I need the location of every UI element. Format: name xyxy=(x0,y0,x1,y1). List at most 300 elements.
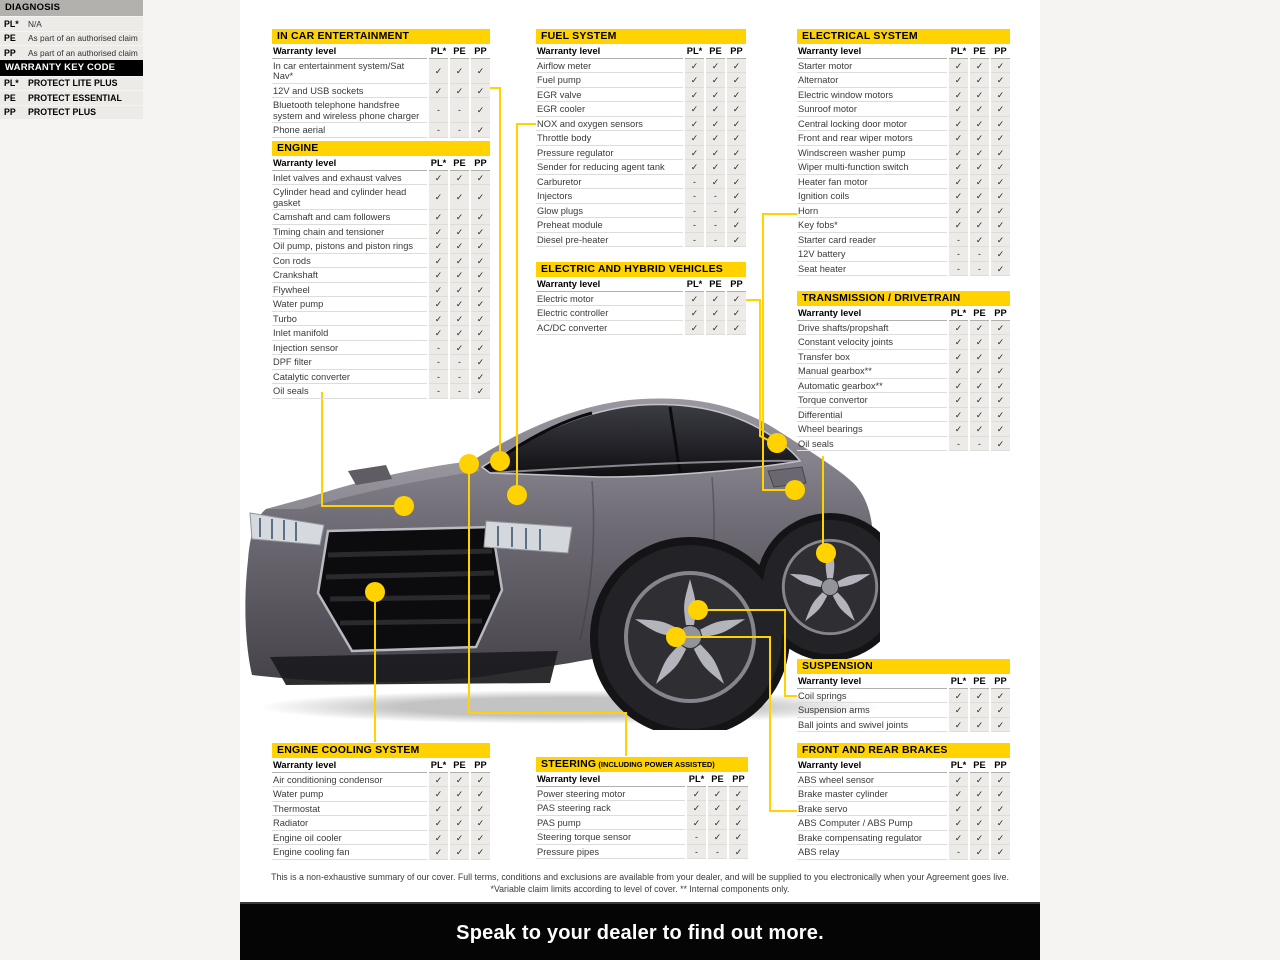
check-mark: ✓ xyxy=(948,87,969,102)
component-label: Cylinder head and cylinder head gasket xyxy=(272,185,428,210)
component-label: ABS wheel sensor xyxy=(797,772,948,787)
warranty-header-row xyxy=(797,44,1010,58)
table-row xyxy=(797,58,1010,73)
table-row xyxy=(797,145,1010,160)
table-row xyxy=(536,218,746,233)
check-mark: ✓ xyxy=(470,326,490,341)
check-mark: ✓ xyxy=(705,174,726,189)
check-mark: ✓ xyxy=(705,145,726,160)
component-label: Glow plugs xyxy=(536,203,684,218)
level-header: PL* xyxy=(686,772,707,786)
check-mark: ✓ xyxy=(428,224,449,239)
level-header: PE xyxy=(705,277,726,291)
check-mark: ✓ xyxy=(948,174,969,189)
level-header: PE xyxy=(969,674,990,688)
check-mark: ✓ xyxy=(990,801,1010,816)
check-mark: ✓ xyxy=(470,816,490,831)
table-row xyxy=(272,369,490,384)
check-mark: ✓ xyxy=(969,830,990,845)
component-label: Brake compensating regulator xyxy=(797,830,948,845)
table-row xyxy=(797,349,1010,364)
check-mark: ✓ xyxy=(948,703,969,718)
check-mark: ✓ xyxy=(684,87,705,102)
check-mark: ✓ xyxy=(428,311,449,326)
check-mark: ✓ xyxy=(990,772,1010,787)
level-header: PP xyxy=(726,44,746,58)
check-mark: ✓ xyxy=(705,291,726,306)
check-mark: ✓ xyxy=(707,786,728,801)
warranty-table xyxy=(536,277,746,335)
dash-mark: - xyxy=(948,845,969,860)
dash-mark: - xyxy=(428,340,449,355)
section-title-text: ENGINE xyxy=(277,142,319,154)
kv-key: PE xyxy=(4,33,16,44)
table-row xyxy=(536,203,746,218)
check-mark: ✓ xyxy=(707,815,728,830)
component-label: Sender for reducing agent tank xyxy=(536,160,684,175)
check-mark: ✓ xyxy=(470,340,490,355)
check-mark: ✓ xyxy=(428,830,449,845)
component-label: Seat heater xyxy=(797,261,948,276)
check-mark: ✓ xyxy=(707,830,728,845)
component-label: Diesel pre-heater xyxy=(536,232,684,247)
table-row xyxy=(272,282,490,297)
table-row xyxy=(272,355,490,370)
component-label: Drive shafts/propshaft xyxy=(797,320,948,335)
warranty-header-row xyxy=(536,44,746,58)
table-row xyxy=(272,311,490,326)
check-mark: ✓ xyxy=(990,218,1010,233)
check-mark: ✓ xyxy=(428,801,449,816)
component-label: Injection sensor xyxy=(272,340,428,355)
check-mark: ✓ xyxy=(948,349,969,364)
check-mark: ✓ xyxy=(449,83,470,98)
table-row xyxy=(272,123,490,138)
check-mark: ✓ xyxy=(969,717,990,732)
component-label: Oil pump, pistons and piston rings xyxy=(272,239,428,254)
table-fuel-system xyxy=(536,29,746,247)
kv-key: PL* xyxy=(4,78,19,89)
check-mark: ✓ xyxy=(990,830,1010,845)
section-title-text: ENGINE COOLING SYSTEM xyxy=(277,744,420,756)
level-header: PE xyxy=(705,44,726,58)
warranty-header-row xyxy=(272,156,490,170)
check-mark: ✓ xyxy=(948,830,969,845)
check-mark: ✓ xyxy=(428,210,449,225)
component-label: Electric window motors xyxy=(797,87,948,102)
check-mark: ✓ xyxy=(948,335,969,350)
component-label: Ball joints and swivel joints xyxy=(797,717,948,732)
dash-mark: - xyxy=(686,830,707,845)
table-row xyxy=(272,98,490,123)
check-mark: ✓ xyxy=(449,816,470,831)
check-mark: ✓ xyxy=(990,407,1010,422)
diagnosis-box xyxy=(0,0,143,60)
check-mark: ✓ xyxy=(969,772,990,787)
check-mark: ✓ xyxy=(705,320,726,335)
check-mark: ✓ xyxy=(470,369,490,384)
check-mark: ✓ xyxy=(470,210,490,225)
component-label: Sunroof motor xyxy=(797,102,948,117)
check-mark: ✓ xyxy=(948,364,969,379)
check-mark: ✓ xyxy=(686,786,707,801)
check-mark: ✓ xyxy=(990,189,1010,204)
check-mark: ✓ xyxy=(449,845,470,860)
check-mark: ✓ xyxy=(969,378,990,393)
table-row xyxy=(797,335,1010,350)
warranty-level-label: Warranty level xyxy=(797,674,948,688)
check-mark: ✓ xyxy=(726,58,746,73)
check-mark: ✓ xyxy=(948,102,969,117)
check-mark: ✓ xyxy=(990,232,1010,247)
car-illustration xyxy=(240,385,880,730)
component-label: 12V and USB sockets xyxy=(272,83,428,98)
table-row xyxy=(797,174,1010,189)
check-mark: ✓ xyxy=(948,422,969,437)
component-label: Engine cooling fan xyxy=(272,845,428,860)
check-mark: ✓ xyxy=(449,326,470,341)
table-row xyxy=(272,801,490,816)
check-mark: ✓ xyxy=(990,378,1010,393)
table-row xyxy=(536,102,746,117)
kv-title: DIAGNOSIS xyxy=(0,0,143,16)
dash-mark: - xyxy=(684,218,705,233)
check-mark: ✓ xyxy=(428,58,449,83)
table-row xyxy=(797,436,1010,451)
kv-value: As part of an authorised claim xyxy=(28,33,138,44)
footnote-line1: This is a non-exhaustive summary of our cover. Full terms, conditions and exclusions are available from your dealer, and will be supplied to you electronically when your Agreement goes live. xyxy=(271,872,1009,882)
section-title-text: STEERING xyxy=(541,758,597,770)
table-row xyxy=(536,320,746,335)
component-label: Oil seals xyxy=(272,384,428,399)
dash-mark: - xyxy=(428,384,449,399)
section-title xyxy=(272,141,490,156)
section-title xyxy=(797,743,1010,758)
check-mark: ✓ xyxy=(428,816,449,831)
check-mark: ✓ xyxy=(470,239,490,254)
component-label: In car entertainment system/Sat Nav* xyxy=(272,58,428,83)
component-label: Pressure regulator xyxy=(536,145,684,160)
dash-mark: - xyxy=(948,247,969,262)
level-header: PP xyxy=(728,772,748,786)
component-label: Flywheel xyxy=(272,282,428,297)
level-header: PL* xyxy=(428,44,449,58)
warranty-table xyxy=(272,44,490,138)
section-title xyxy=(797,29,1010,44)
component-label: EGR valve xyxy=(536,87,684,102)
component-label: NOX and oxygen sensors xyxy=(536,116,684,131)
warranty-table xyxy=(536,772,748,859)
component-label: ABS relay xyxy=(797,845,948,860)
table-row xyxy=(272,239,490,254)
check-mark: ✓ xyxy=(948,787,969,802)
table-row xyxy=(797,189,1010,204)
component-label: Heater fan motor xyxy=(797,174,948,189)
check-mark: ✓ xyxy=(684,131,705,146)
dash-mark: - xyxy=(705,218,726,233)
check-mark: ✓ xyxy=(969,787,990,802)
check-mark: ✓ xyxy=(990,145,1010,160)
section-title xyxy=(797,659,1010,674)
kv-value: As part of an authorised claim xyxy=(28,47,138,58)
dash-mark: - xyxy=(449,355,470,370)
check-mark: ✓ xyxy=(969,703,990,718)
check-mark: ✓ xyxy=(726,203,746,218)
section-title-text: TRANSMISSION / DRIVETRAIN xyxy=(802,292,961,304)
table-row xyxy=(797,116,1010,131)
dash-mark: - xyxy=(948,261,969,276)
check-mark: ✓ xyxy=(948,203,969,218)
table-row xyxy=(797,422,1010,437)
check-mark: ✓ xyxy=(705,116,726,131)
section-title-text: ELECTRICAL SYSTEM xyxy=(802,30,918,42)
car-ground-shadow xyxy=(258,690,880,724)
dash-mark: - xyxy=(948,436,969,451)
check-mark: ✓ xyxy=(470,253,490,268)
component-label: Engine oil cooler xyxy=(272,830,428,845)
table-row xyxy=(272,830,490,845)
table-row xyxy=(797,830,1010,845)
dash-mark: - xyxy=(684,203,705,218)
check-mark: ✓ xyxy=(449,210,470,225)
check-mark: ✓ xyxy=(969,407,990,422)
kv-value: N/A xyxy=(28,18,42,29)
level-header: PE xyxy=(449,758,470,772)
check-mark: ✓ xyxy=(948,189,969,204)
component-label: Key fobs* xyxy=(797,218,948,233)
level-header: PP xyxy=(990,44,1010,58)
component-label: Central locking door motor xyxy=(797,116,948,131)
section-title-text: SUSPENSION xyxy=(802,660,873,672)
check-mark: ✓ xyxy=(990,436,1010,451)
level-header: PE xyxy=(969,306,990,320)
check-mark: ✓ xyxy=(684,145,705,160)
check-mark: ✓ xyxy=(449,282,470,297)
check-mark: ✓ xyxy=(470,123,490,138)
kv-row xyxy=(0,91,143,105)
component-label: Alternator xyxy=(797,73,948,88)
component-label: Timing chain and tensioner xyxy=(272,224,428,239)
component-label: Power steering motor xyxy=(536,786,686,801)
check-mark: ✓ xyxy=(726,189,746,204)
table-row xyxy=(797,801,1010,816)
check-mark: ✓ xyxy=(726,174,746,189)
table-row xyxy=(797,131,1010,146)
table-row xyxy=(272,845,490,860)
kv-row xyxy=(0,77,143,91)
dealer-banner-text: Speak to your dealer to find out more. xyxy=(456,921,824,944)
check-mark: ✓ xyxy=(948,393,969,408)
check-mark: ✓ xyxy=(470,224,490,239)
check-mark: ✓ xyxy=(428,282,449,297)
check-mark: ✓ xyxy=(428,253,449,268)
check-mark: ✓ xyxy=(470,355,490,370)
component-label: Air conditioning condensor xyxy=(272,772,428,787)
component-label: Wiper multi-function switch xyxy=(797,160,948,175)
table-row xyxy=(272,58,490,83)
table-row xyxy=(272,340,490,355)
table-row xyxy=(536,844,748,859)
warranty-table xyxy=(797,306,1010,451)
table-row xyxy=(797,845,1010,860)
check-mark: ✓ xyxy=(990,703,1010,718)
kv-key: PP xyxy=(4,47,16,58)
check-mark: ✓ xyxy=(948,407,969,422)
component-label: Inlet valves and exhaust valves xyxy=(272,170,428,185)
check-mark: ✓ xyxy=(990,393,1010,408)
kv-value: PROTECT ESSENTIAL xyxy=(28,92,122,103)
component-label: Ignition coils xyxy=(797,189,948,204)
check-mark: ✓ xyxy=(449,311,470,326)
dash-mark: - xyxy=(705,232,726,247)
warranty-header-row xyxy=(272,758,490,772)
component-label: Fuel pump xyxy=(536,73,684,88)
table-row xyxy=(797,232,1010,247)
check-mark: ✓ xyxy=(969,131,990,146)
component-label: Catalytic converter xyxy=(272,369,428,384)
level-header: PP xyxy=(990,306,1010,320)
check-mark: ✓ xyxy=(726,116,746,131)
check-mark: ✓ xyxy=(428,772,449,787)
dash-mark: - xyxy=(449,369,470,384)
table-row xyxy=(272,253,490,268)
table-row xyxy=(272,83,490,98)
warranty-header-row xyxy=(536,277,746,291)
check-mark: ✓ xyxy=(470,185,490,210)
level-header: PP xyxy=(470,156,490,170)
component-label: ABS Computer / ABS Pump xyxy=(797,816,948,831)
dash-mark: - xyxy=(428,98,449,123)
warranty-header-row xyxy=(272,44,490,58)
check-mark: ✓ xyxy=(969,364,990,379)
check-mark: ✓ xyxy=(428,326,449,341)
section-title xyxy=(272,29,490,44)
table-brakes xyxy=(797,743,1010,860)
table-row xyxy=(797,816,1010,831)
table-engine xyxy=(272,141,490,399)
warranty-key-code-box xyxy=(0,60,143,120)
check-mark: ✓ xyxy=(969,218,990,233)
component-label: Starter motor xyxy=(797,58,948,73)
kv-row xyxy=(0,46,143,60)
level-header: PL* xyxy=(684,277,705,291)
component-label: Horn xyxy=(797,203,948,218)
level-header: PL* xyxy=(428,758,449,772)
warranty-level-label: Warranty level xyxy=(272,44,428,58)
check-mark: ✓ xyxy=(470,845,490,860)
kv-key: PE xyxy=(4,92,16,103)
check-mark: ✓ xyxy=(726,160,746,175)
table-row xyxy=(272,185,490,210)
check-mark: ✓ xyxy=(428,83,449,98)
table-row xyxy=(272,772,490,787)
check-mark: ✓ xyxy=(705,306,726,321)
component-label: Differential xyxy=(797,407,948,422)
table-engine-cooling xyxy=(272,743,490,860)
table-row xyxy=(536,73,746,88)
component-label: Constant velocity joints xyxy=(797,335,948,350)
check-mark: ✓ xyxy=(990,320,1010,335)
component-label: 12V battery xyxy=(797,247,948,262)
check-mark: ✓ xyxy=(969,422,990,437)
dash-mark: - xyxy=(705,203,726,218)
check-mark: ✓ xyxy=(728,786,748,801)
table-row xyxy=(797,203,1010,218)
table-row xyxy=(536,58,746,73)
dash-mark: - xyxy=(449,98,470,123)
check-mark: ✓ xyxy=(449,185,470,210)
check-mark: ✓ xyxy=(990,364,1010,379)
footnote-line2: *Variable claim limits according to level of cover. ** Internal components only. xyxy=(490,884,790,894)
check-mark: ✓ xyxy=(428,787,449,802)
check-mark: ✓ xyxy=(948,717,969,732)
section-title xyxy=(536,262,746,277)
check-mark: ✓ xyxy=(470,268,490,283)
check-mark: ✓ xyxy=(684,160,705,175)
table-row xyxy=(797,320,1010,335)
table-row xyxy=(797,378,1010,393)
check-mark: ✓ xyxy=(948,801,969,816)
check-mark: ✓ xyxy=(990,349,1010,364)
dash-mark: - xyxy=(684,232,705,247)
component-label: Phone aerial xyxy=(272,123,428,138)
check-mark: ✓ xyxy=(990,116,1010,131)
component-label: Brake master cylinder xyxy=(797,787,948,802)
table-transmission xyxy=(797,291,1010,451)
table-row xyxy=(797,717,1010,732)
check-mark: ✓ xyxy=(990,174,1010,189)
check-mark: ✓ xyxy=(705,73,726,88)
component-label: Steering torque sensor xyxy=(536,830,686,845)
check-mark: ✓ xyxy=(969,73,990,88)
level-header: PP xyxy=(990,674,1010,688)
dash-mark: - xyxy=(684,189,705,204)
check-mark: ✓ xyxy=(705,87,726,102)
check-mark: ✓ xyxy=(707,801,728,816)
warranty-header-row xyxy=(797,758,1010,772)
check-mark: ✓ xyxy=(449,170,470,185)
table-row xyxy=(536,174,746,189)
check-mark: ✓ xyxy=(990,787,1010,802)
check-mark: ✓ xyxy=(948,772,969,787)
check-mark: ✓ xyxy=(969,335,990,350)
table-row xyxy=(272,297,490,312)
table-row xyxy=(797,160,1010,175)
check-mark: ✓ xyxy=(470,830,490,845)
level-header: PE xyxy=(449,156,470,170)
component-label: Crankshaft xyxy=(272,268,428,283)
check-mark: ✓ xyxy=(705,160,726,175)
check-mark: ✓ xyxy=(726,87,746,102)
dash-mark: - xyxy=(449,384,470,399)
check-mark: ✓ xyxy=(686,801,707,816)
check-mark: ✓ xyxy=(449,58,470,83)
check-mark: ✓ xyxy=(726,232,746,247)
component-label: Inlet manifold xyxy=(272,326,428,341)
dash-mark: - xyxy=(686,844,707,859)
check-mark: ✓ xyxy=(684,306,705,321)
component-label: Pressure pipes xyxy=(536,844,686,859)
warranty-level-label: Warranty level xyxy=(536,277,684,291)
check-mark: ✓ xyxy=(969,174,990,189)
check-mark: ✓ xyxy=(726,306,746,321)
section-title xyxy=(536,29,746,44)
component-label: Manual gearbox** xyxy=(797,364,948,379)
table-row xyxy=(797,87,1010,102)
level-header: PP xyxy=(470,758,490,772)
table-row xyxy=(536,306,746,321)
table-row xyxy=(536,87,746,102)
